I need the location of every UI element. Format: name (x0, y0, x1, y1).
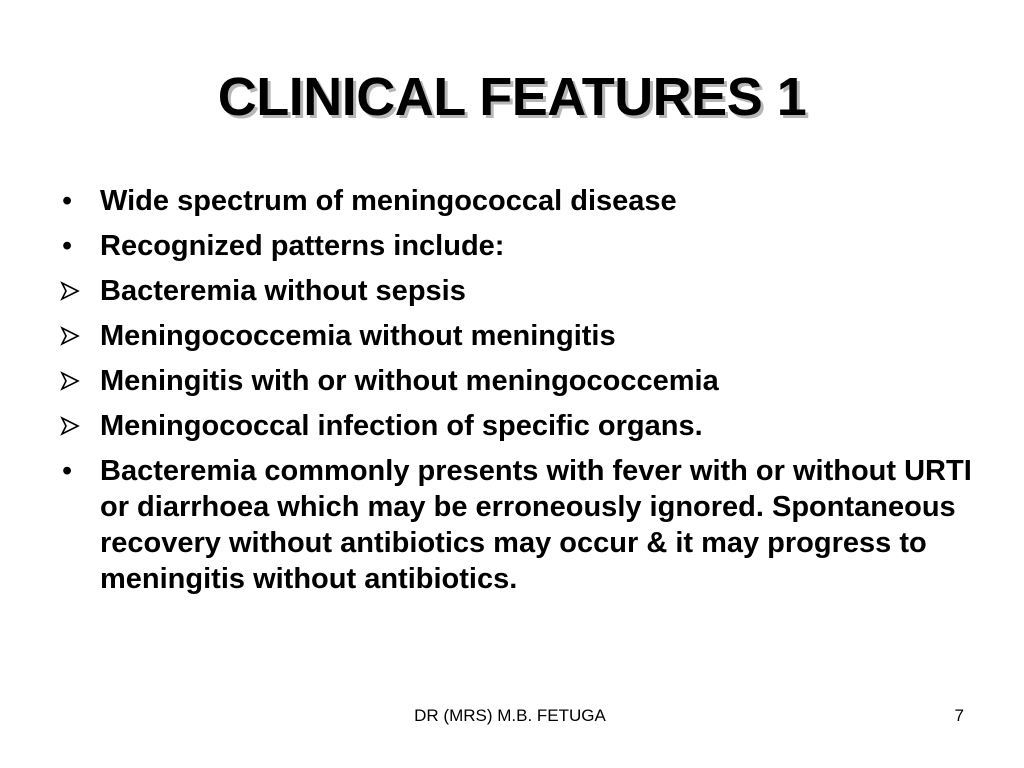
bullet-dot-icon: • (62, 230, 73, 262)
bullet-item (60, 363, 980, 399)
bullet-item (60, 318, 980, 354)
bullet-dot-icon: • (62, 185, 73, 217)
footer-author: DR (MRS) M.B. FETUGA (414, 706, 606, 725)
slide-title: CLINICAL FEATURES 1 (217, 67, 807, 127)
bullet-text: Meningococcemia without meningitis (100, 320, 616, 352)
bullet-list (60, 183, 980, 606)
bullet-item (60, 228, 980, 264)
bullet-item (60, 408, 980, 444)
bullet-dot-icon: • (62, 455, 73, 487)
bullet-text: Meningitis with or without meningococcemia (100, 365, 719, 397)
bullet-text: Recognized patterns include: (100, 230, 505, 262)
page-number: 7 (954, 706, 964, 725)
bullet-text: Meningococcal infection of specific organs. (100, 410, 703, 442)
bullet-item (60, 273, 980, 309)
bullet-text: Wide spectrum of meningococcal disease (100, 185, 677, 217)
bullet-item (60, 453, 980, 597)
bullet-text: Bacteremia without sepsis (100, 275, 466, 307)
bullet-item (60, 183, 980, 219)
bullet-text: Bacteremia commonly presents with fever with or without URTI or diarrhoea which may be erroneously ignored. Spontaneous recovery without antibiotics may occur & it may progress to meningitis without antibiotics. (100, 455, 972, 595)
